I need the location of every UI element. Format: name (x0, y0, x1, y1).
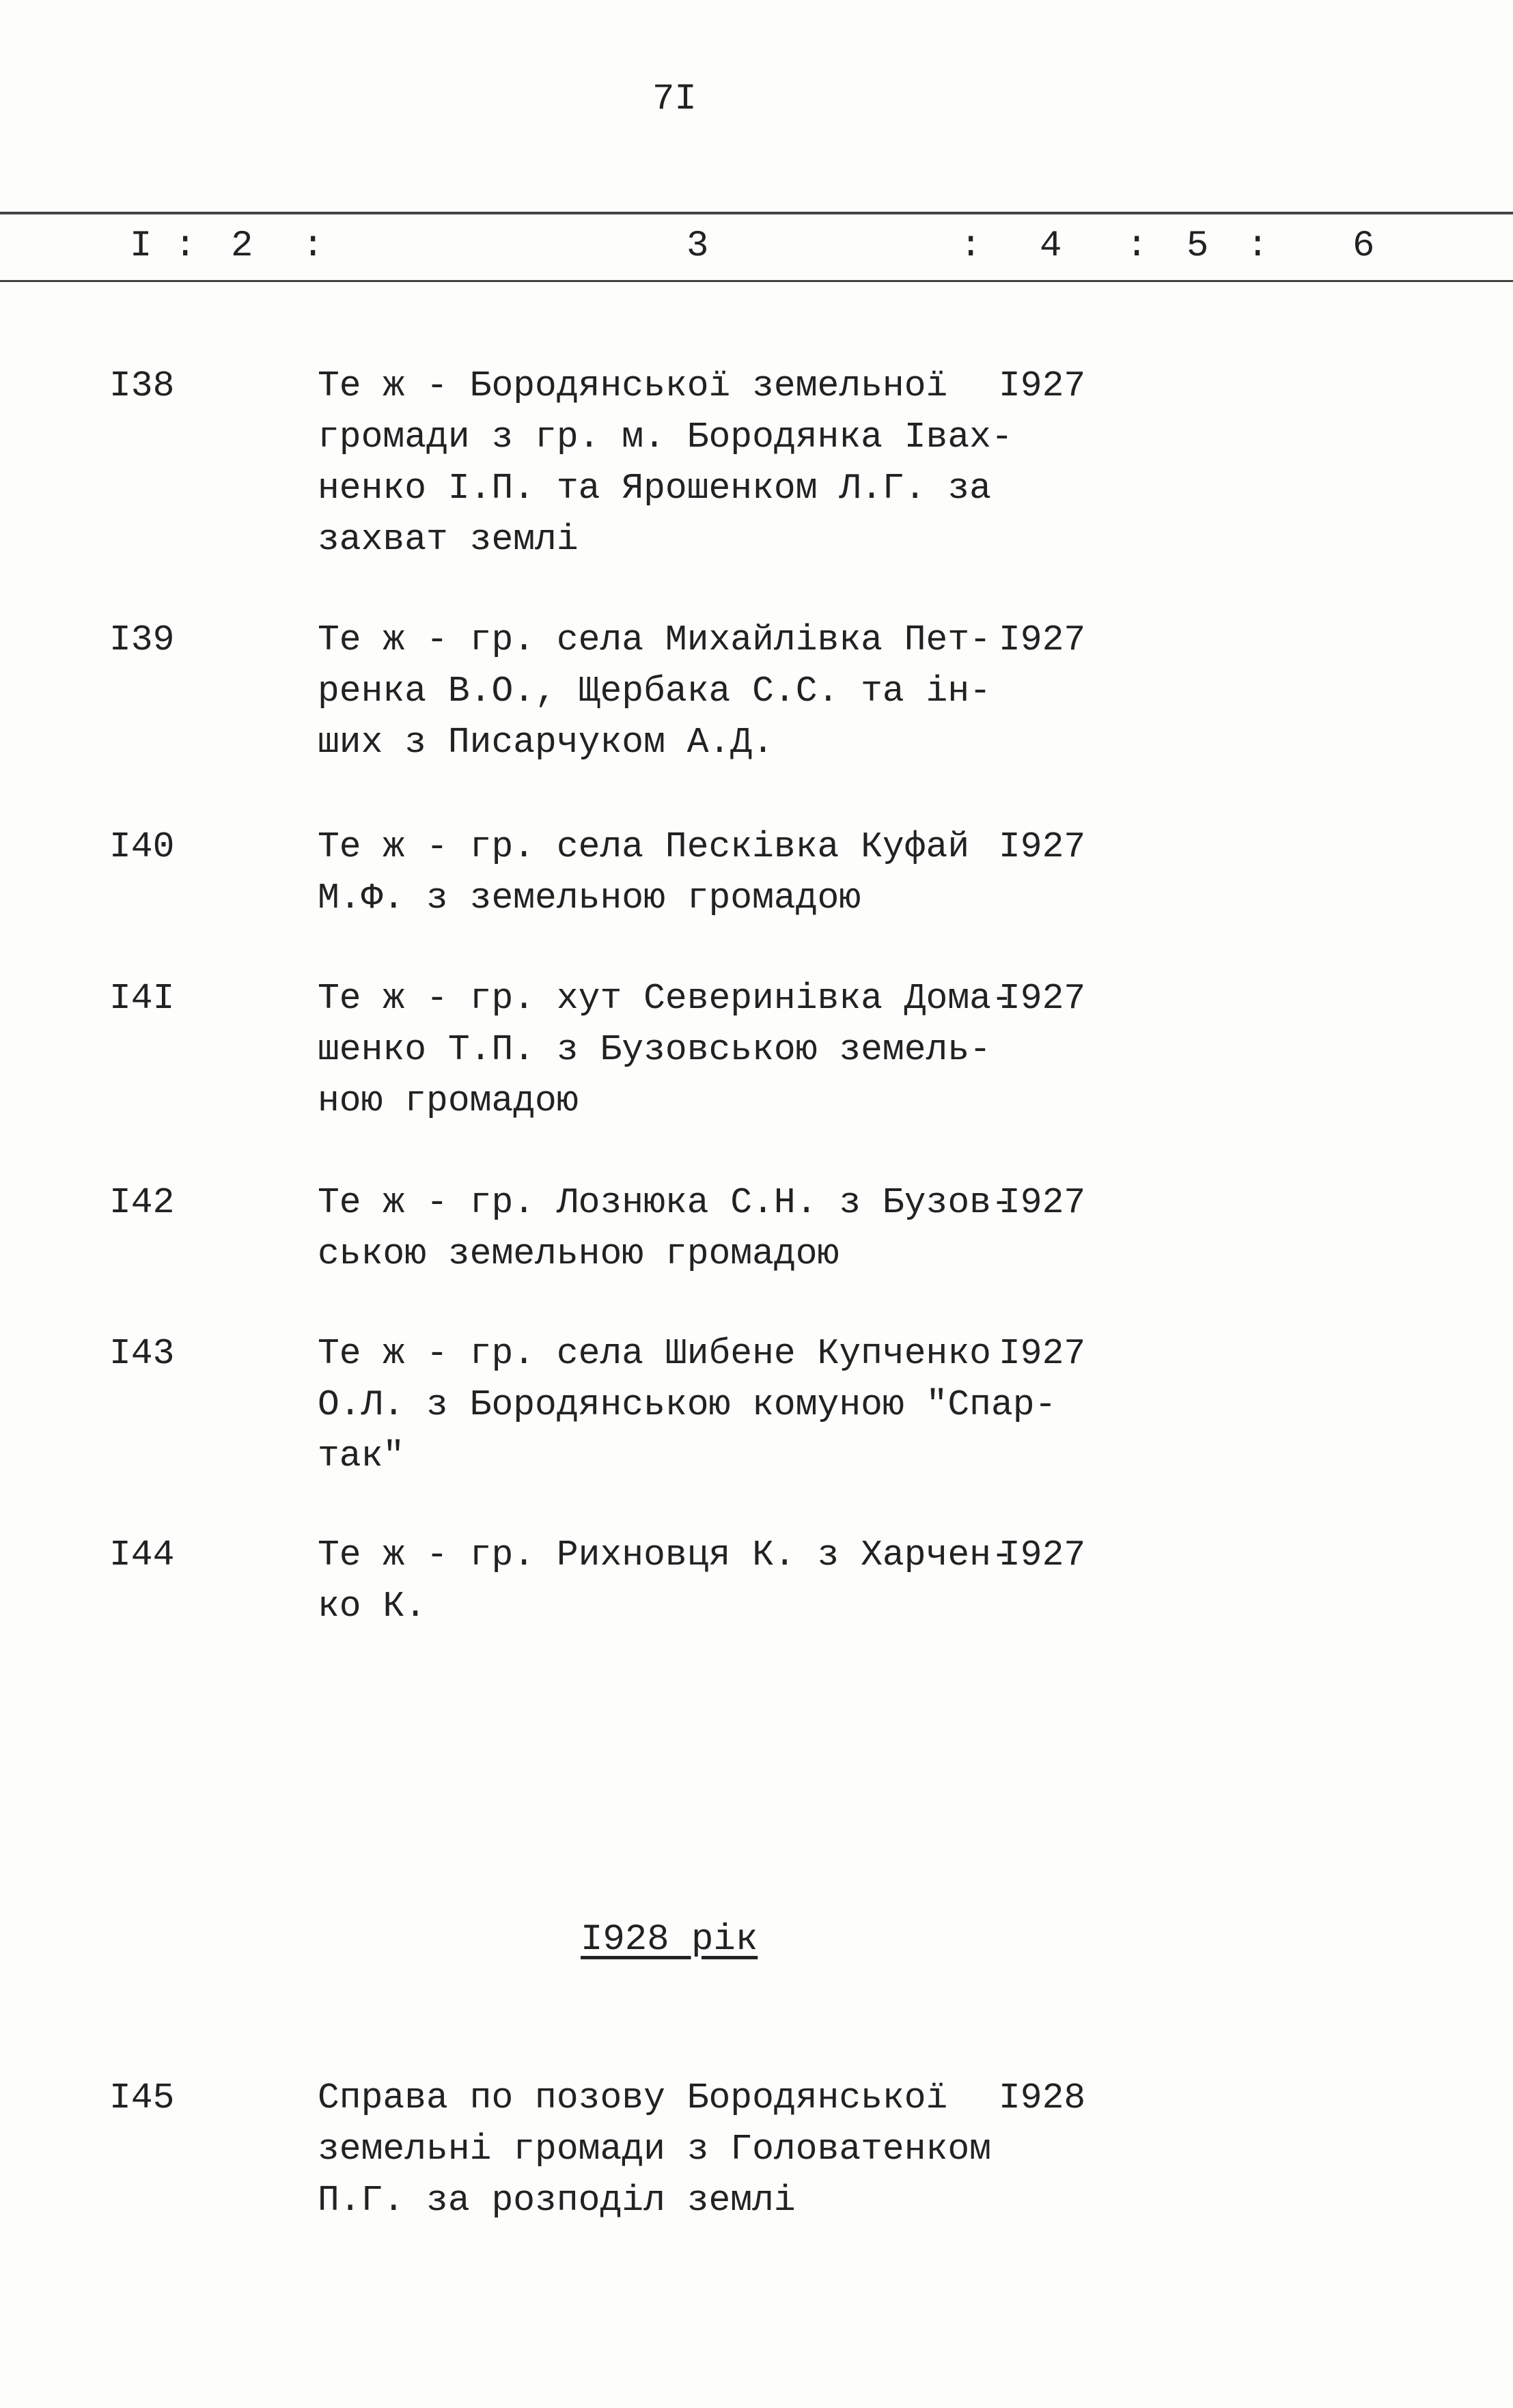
column-separator: : (174, 225, 197, 267)
column-separator: : (960, 225, 982, 267)
entry-description (318, 361, 1013, 565)
column-header-6: 6 (1352, 225, 1375, 267)
entry-description (318, 2073, 991, 2226)
entry-description-line: громади з гр. м. Бородянка Івах- (318, 417, 1013, 458)
entry-year: I927 (999, 365, 1086, 406)
entry-description (318, 1328, 1056, 1482)
entry-description (318, 822, 969, 924)
entry-description (318, 1530, 1013, 1632)
column-header-3: 3 (686, 225, 709, 267)
entry-year: I927 (999, 1182, 1086, 1223)
entry-number: I38 (109, 365, 175, 406)
entry-description-line: Те ж - гр. хут Северинівка Дома- (318, 978, 1013, 1019)
header-bottom-rule (0, 280, 1513, 282)
entry-description-line: Те ж - гр. Лознюка С.Н. з Бузов- (318, 1182, 1013, 1223)
entry-description-line: Те ж - гр. села Песківка Куфай (318, 826, 970, 867)
column-header-1: I (130, 225, 152, 267)
entry-year: I927 (999, 1333, 1086, 1374)
entry-description (318, 615, 991, 768)
entry-number: I44 (109, 1535, 175, 1576)
entry-description-line: О.Л. з Бородянською комуною "Спар- (318, 1384, 1057, 1425)
entry-description-line: Справа по позову Бородянської (318, 2077, 948, 2118)
entry-description-line: Те ж - гр. Рихновця К. з Харчен- (318, 1535, 1013, 1576)
entry-number: I45 (109, 2077, 175, 2118)
entry-description-line: земельні громади з Головатенком (318, 2129, 991, 2170)
entry-description-line: Те ж - Бородянської земельної (318, 365, 948, 406)
header-top-rule (0, 212, 1513, 214)
entry-description-line: Те ж - гр. села Михайлівка Пет- (318, 619, 991, 660)
column-header-4: 4 (1040, 225, 1062, 267)
entry-description-line: ших з Писарчуком А.Д. (318, 722, 774, 763)
entry-year: I928 (999, 2077, 1086, 2118)
page-number: 7I (652, 79, 697, 120)
entry-description (318, 973, 1013, 1127)
section-heading-1928: I928 рік (581, 1919, 758, 1961)
column-separator: : (302, 225, 324, 267)
entry-description-line: ною громадою (318, 1080, 579, 1121)
entry-number: I39 (109, 619, 175, 660)
column-header-5: 5 (1186, 225, 1209, 267)
entry-year: I927 (999, 826, 1086, 867)
entry-description-line: ненко І.П. та Ярошенком Л.Г. за (318, 468, 991, 509)
column-header-2: 2 (231, 225, 253, 267)
entry-number: I42 (109, 1182, 175, 1223)
entry-description-line: П.Г. за розподіл землі (318, 2180, 796, 2221)
entry-year: I927 (999, 619, 1086, 660)
entry-description-line: ською земельною громадою (318, 1233, 839, 1274)
entry-description-line: ко К. (318, 1586, 427, 1627)
entry-description-line: ренка В.О., Щербака С.С. та ін- (318, 671, 991, 712)
entry-description-line: шенко Т.П. з Бузовською земель- (318, 1029, 991, 1070)
column-separator: : (1126, 225, 1148, 267)
entry-number: I40 (109, 826, 175, 867)
entry-description-line: захват землі (318, 519, 579, 560)
column-separator: : (1247, 225, 1269, 267)
entry-description (318, 1177, 1013, 1280)
entry-description-line: так" (318, 1436, 405, 1476)
entry-year: I927 (999, 1535, 1086, 1576)
entry-year: I927 (999, 978, 1086, 1019)
entry-number: I43 (109, 1333, 175, 1374)
entry-description-line: Те ж - гр. села Шибене Купченко (318, 1333, 991, 1374)
entry-number: I4I (109, 978, 175, 1019)
entry-description-line: М.Ф. з земельною громадою (318, 878, 861, 919)
